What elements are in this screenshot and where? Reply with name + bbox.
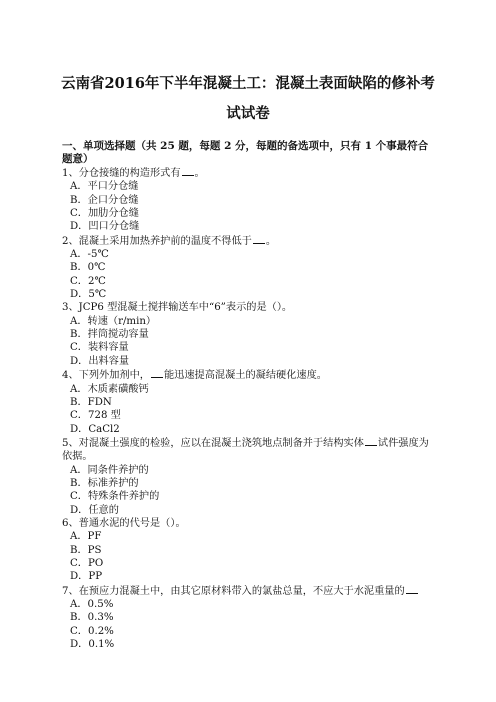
answer-option: B．标准养护的 xyxy=(70,477,139,489)
answer-option: B．拌筒搅动容量 xyxy=(70,329,149,341)
answer-option: D．出料容量 xyxy=(70,355,130,367)
answer-option: C．0.2% xyxy=(70,625,114,637)
question-stem: 7、在预应力混凝土中，由其它原材料带入的氯盐总量，不应大于水泥重量的 xyxy=(62,585,405,597)
question-stem: 3、JCP6 型混凝土搅拌输送车中“6”表示的是（）。 xyxy=(62,302,293,314)
answer-option: A．-5℃ xyxy=(70,249,109,261)
question-text xyxy=(62,584,436,598)
section-heading: 一、单项选择题（共 25 题，每题 2 分，每题的备选项中，只有 1 个事最符合题意） xyxy=(62,140,429,166)
question-6 xyxy=(62,517,436,584)
question-1 xyxy=(62,166,436,234)
question-7 xyxy=(62,584,436,652)
question-text xyxy=(62,368,436,382)
question-text xyxy=(62,234,436,248)
question-text xyxy=(62,436,436,464)
answer-blank xyxy=(151,368,163,378)
answer-option: B．0℃ xyxy=(70,262,106,274)
answer-blank xyxy=(253,234,265,244)
answer-option: D．5℃ xyxy=(70,289,107,301)
answer-option: C．加肋分仓缝 xyxy=(70,208,139,220)
question-stem: 4、下列外加剂中， xyxy=(62,370,150,382)
question-2 xyxy=(62,234,436,302)
question-4 xyxy=(62,368,436,436)
answer-option: A．0.5% xyxy=(70,599,114,610)
answer-option: A．平口分仓缝 xyxy=(70,181,139,193)
answer-blank xyxy=(406,584,418,594)
document-title-line-2: 试试卷 xyxy=(226,105,270,122)
answer-option: A．PF xyxy=(70,531,102,543)
question-stem-tail: 。 xyxy=(194,168,205,179)
answer-option: C．2℃ xyxy=(70,275,106,287)
question-stem: 1、分仓接缝的构造形式有 xyxy=(62,168,181,179)
answer-option: D．0.1% xyxy=(70,639,115,651)
answer-option: D．CaCl2 xyxy=(70,423,120,435)
question-3 xyxy=(62,301,436,368)
question-stem: 6、普通水泥的代号是（）。 xyxy=(62,517,186,529)
answer-option: A．转速（r/min） xyxy=(70,315,157,327)
answer-option: C．装料容量 xyxy=(70,342,129,354)
question-text xyxy=(62,517,436,530)
answer-option: D．凹口分仓缝 xyxy=(70,221,140,233)
answer-option: B．PS xyxy=(70,544,102,556)
question-text xyxy=(62,166,436,180)
question-5 xyxy=(62,436,436,517)
question-stem-tail: 能迅速提高混凝土的凝结硬化速度。 xyxy=(163,370,327,382)
question-stem: 2、混凝土采用加热养护前的温度不得低于 xyxy=(62,235,252,247)
answer-option: D．任意的 xyxy=(70,504,119,516)
answer-option: C．特殊条件养护的 xyxy=(70,491,160,503)
answer-option: D．PP xyxy=(70,571,103,583)
answer-blank xyxy=(182,166,194,176)
answer-option: C．728 型 xyxy=(70,410,121,422)
question-stem: 5、对混凝土强度的检验，应以在混凝土浇筑地点制备并于结构实体 xyxy=(62,437,364,449)
answer-option: B．0.3% xyxy=(70,612,114,624)
document-title-line-1: 云南省2016年下半年混凝土工：混凝土表面缺陷的修补考 xyxy=(61,75,435,92)
question-stem-tail: 试件强度为依据。 xyxy=(62,437,429,463)
question-list xyxy=(62,166,436,651)
question-stem-tail: 。 xyxy=(265,235,277,247)
answer-blank xyxy=(365,436,377,446)
answer-option: C．PO xyxy=(70,557,104,569)
answer-option: B．企口分仓缝 xyxy=(70,194,139,206)
question-text xyxy=(62,301,436,314)
answer-option: B．FDN xyxy=(70,396,112,408)
answer-option: A．木质素磺酸钙 xyxy=(70,383,149,395)
answer-option: A．同条件养护的 xyxy=(70,464,149,476)
